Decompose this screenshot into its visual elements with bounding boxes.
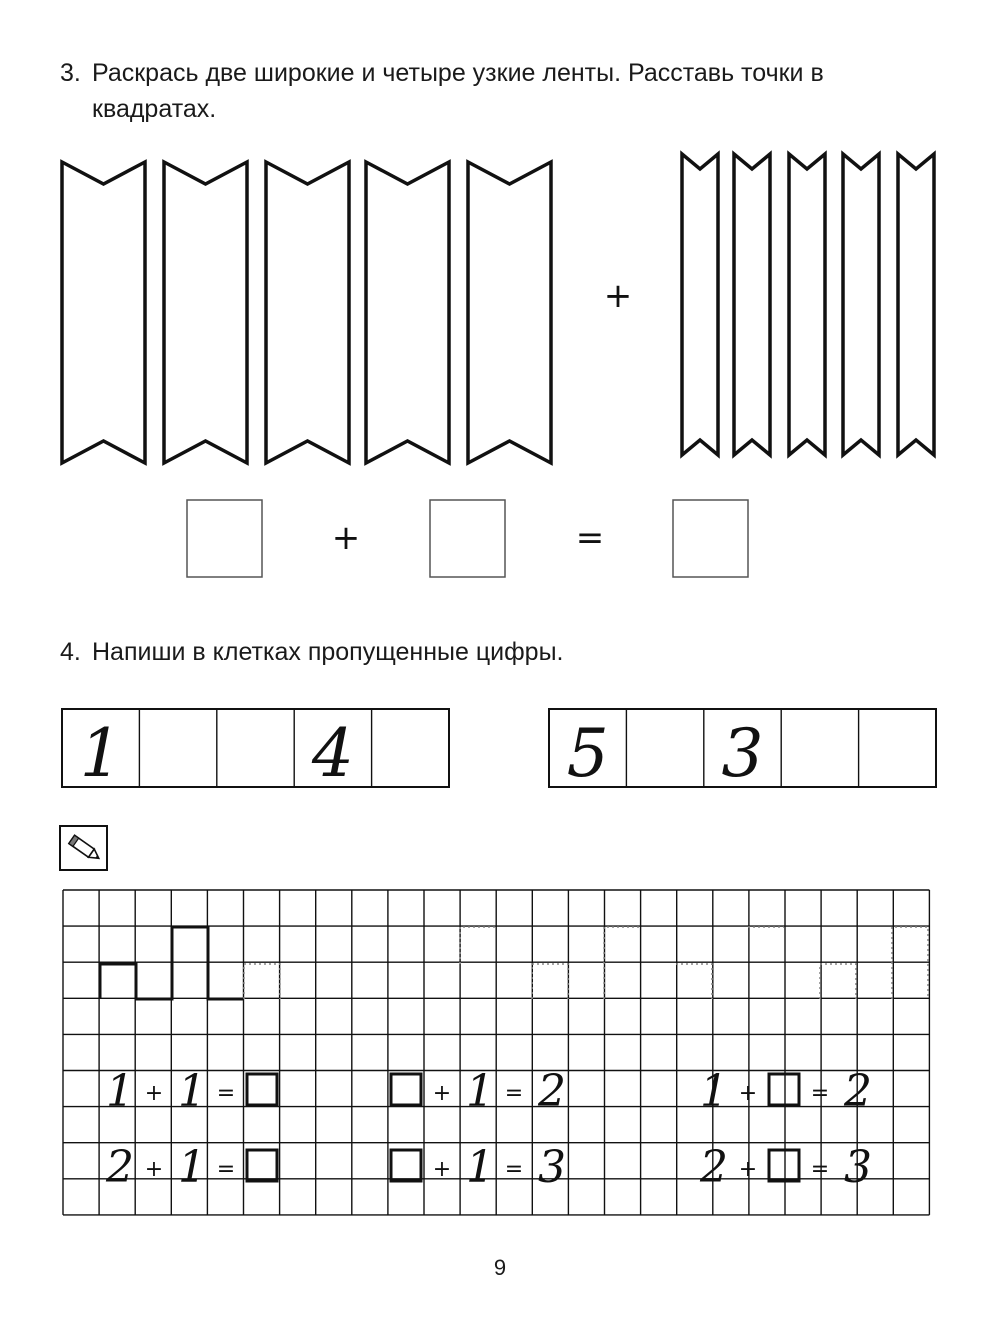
wide-ribbon[interactable] bbox=[62, 162, 145, 463]
equation bbox=[391, 1066, 566, 1117]
pattern-sample bbox=[100, 927, 280, 999]
sequence-1-digit: 4 bbox=[311, 715, 354, 792]
equation-answer-box[interactable] bbox=[391, 1074, 421, 1105]
sequence-1-cell[interactable] bbox=[217, 709, 294, 787]
copybook-equations bbox=[105, 1066, 872, 1193]
number-sequence-1 bbox=[62, 709, 449, 792]
task-4-text: Напиши в клетках пропущенные цифры. bbox=[92, 638, 564, 666]
equation-digit: 3 bbox=[844, 1142, 872, 1193]
narrow-ribbon[interactable] bbox=[682, 154, 718, 455]
equation-operator: + bbox=[144, 1157, 164, 1182]
narrow-ribbon[interactable] bbox=[898, 154, 934, 455]
equation-operator: = bbox=[810, 1157, 830, 1182]
equation-answer-box[interactable] bbox=[769, 1150, 799, 1181]
equation-operator: + bbox=[738, 1157, 758, 1182]
equation-digit: 2 bbox=[700, 1142, 728, 1193]
task-3-number: 3. bbox=[60, 59, 81, 87]
wide-ribbons-group bbox=[62, 162, 551, 463]
equation-digit: 2 bbox=[844, 1066, 872, 1117]
equation-digit: 1 bbox=[700, 1066, 728, 1117]
task-3-text-line2: квадратах. bbox=[92, 95, 217, 123]
sequence-1-digit: 1 bbox=[79, 715, 122, 792]
narrow-ribbon[interactable] bbox=[843, 154, 879, 455]
equation-digit: 2 bbox=[538, 1066, 566, 1117]
equation-operator: = bbox=[216, 1081, 236, 1106]
equation-answer-box[interactable] bbox=[769, 1074, 799, 1105]
task-3-text-line1: Раскрась две широкие и четыре узкие ленты. Расставь точки в bbox=[92, 59, 824, 87]
equation-operator: + bbox=[432, 1157, 452, 1182]
narrow-ribbon[interactable] bbox=[734, 154, 770, 455]
wide-ribbon[interactable] bbox=[164, 162, 247, 463]
sequence-1-cell[interactable] bbox=[139, 709, 216, 787]
equation-digit: 1 bbox=[466, 1066, 494, 1117]
answer-box-result[interactable] bbox=[673, 500, 748, 577]
sequence-2-digit: 5 bbox=[566, 715, 609, 792]
equation-operator: = bbox=[504, 1157, 524, 1182]
sequence-2-cell[interactable] bbox=[626, 709, 703, 787]
answer-box-second[interactable] bbox=[430, 500, 505, 577]
page-number: 9 bbox=[493, 1255, 507, 1280]
equation-digit: 1 bbox=[178, 1066, 206, 1117]
equation-answer-box[interactable] bbox=[247, 1074, 277, 1105]
sequence-2-cell[interactable] bbox=[781, 709, 858, 787]
equation-operator: + bbox=[432, 1081, 452, 1106]
wide-ribbon[interactable] bbox=[468, 162, 551, 463]
sequence-2-cell[interactable] bbox=[859, 709, 936, 787]
equation-operator: = bbox=[810, 1081, 830, 1106]
equation bbox=[105, 1142, 277, 1193]
equation-digit: 3 bbox=[538, 1142, 566, 1193]
equation-operator: = bbox=[216, 1157, 236, 1182]
wide-ribbon[interactable] bbox=[266, 162, 349, 463]
equation-plus-sign: + bbox=[331, 518, 361, 558]
narrow-ribbons-group bbox=[682, 154, 934, 455]
pencil-notebook-icon bbox=[60, 826, 107, 870]
narrow-ribbon[interactable] bbox=[789, 154, 825, 455]
task-4-number: 4. bbox=[60, 638, 81, 666]
equation bbox=[700, 1066, 872, 1117]
equation-equals-sign: = bbox=[575, 518, 605, 558]
ribbons-plus-sign: + bbox=[603, 276, 633, 316]
answer-box-first[interactable] bbox=[187, 500, 262, 577]
equation-digit: 1 bbox=[106, 1066, 134, 1117]
equation-digit: 1 bbox=[178, 1142, 206, 1193]
equation-operator: + bbox=[738, 1081, 758, 1106]
equation-operator: + bbox=[144, 1081, 164, 1106]
number-sequence-2 bbox=[549, 709, 936, 792]
equation-operator: = bbox=[504, 1081, 524, 1106]
sequence-2-digit: 3 bbox=[721, 715, 764, 792]
sequence-1-cell[interactable] bbox=[372, 709, 449, 787]
equation-answer-box[interactable] bbox=[247, 1150, 277, 1181]
equation-answer-box[interactable] bbox=[391, 1150, 421, 1181]
equation bbox=[391, 1142, 566, 1193]
wide-ribbon[interactable] bbox=[366, 162, 449, 463]
equation-digit: 2 bbox=[106, 1142, 134, 1193]
equation-digit: 1 bbox=[466, 1142, 494, 1193]
equation bbox=[106, 1066, 277, 1117]
